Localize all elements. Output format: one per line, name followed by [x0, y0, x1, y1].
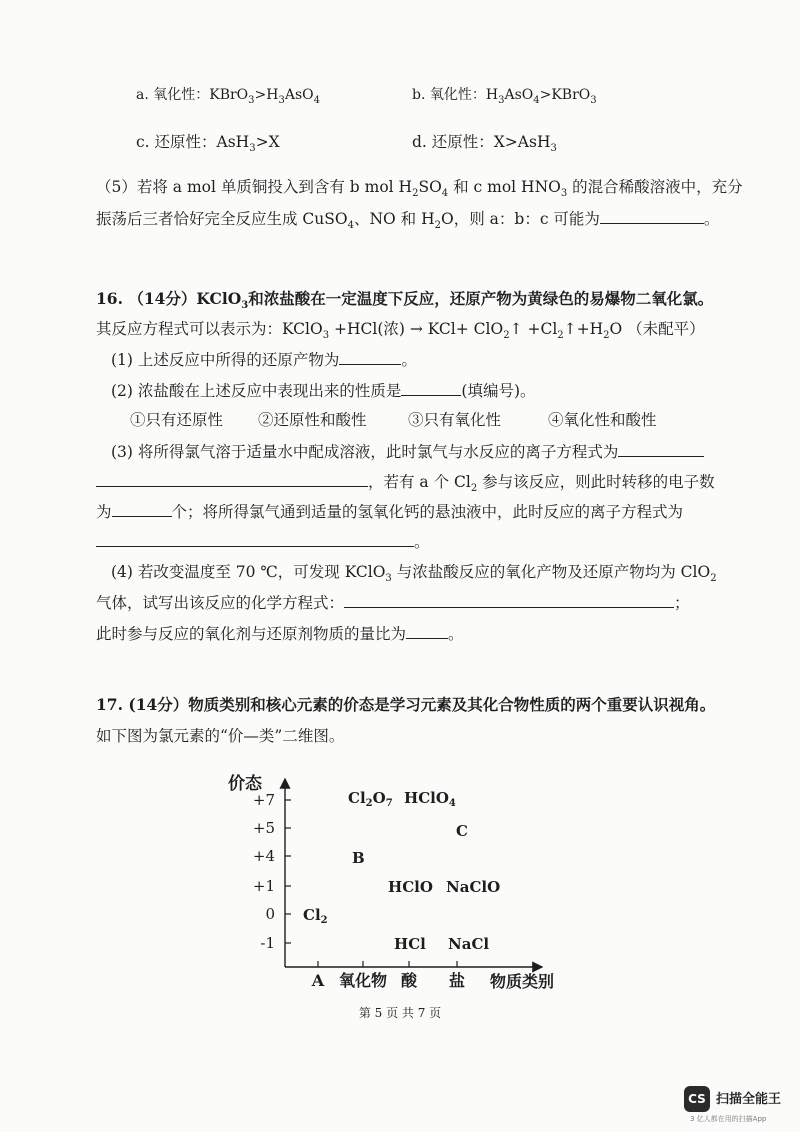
valence-class-chart — [0, 765, 800, 1025]
answer-blank[interactable] — [339, 348, 401, 365]
camscanner-logo-icon: CS — [684, 1086, 710, 1112]
q16-part4-line1: (4) 若改变温度至 70 ℃，可发现 KClO$_3$ 与浓盐酸反应的氧化产物及还原产物均为 ClO$_2$ — [111, 563, 717, 585]
choice-2: ②还原性和酸性 — [258, 411, 367, 429]
chart-point-label: C — [456, 822, 468, 840]
q16-part4-line2: 气体，试写出该反应的化学方程式： ； — [96, 591, 690, 614]
page-footer: 第 5 页 共 7 页 — [358, 1006, 442, 1020]
answer-blank[interactable] — [406, 622, 448, 639]
chart-point-label: HClO — [388, 878, 433, 896]
choice-1: ①只有还原性 — [130, 411, 224, 429]
watermark-tagline: 3 亿人都在用的扫描App — [690, 1115, 767, 1123]
answer-blank[interactable] — [96, 470, 368, 487]
q16-part3-line4: 。 — [96, 530, 430, 553]
x-tick-label: A — [311, 971, 325, 990]
y-tick-label: +5 — [252, 819, 275, 837]
q16-part1: (1) 上述反应中所得的还原产物为 。 — [111, 348, 417, 371]
answer-blank[interactable] — [96, 530, 414, 547]
choice-4: ④氧化性和酸性 — [548, 411, 657, 429]
y-tick-label: +4 — [252, 847, 275, 865]
choice-3: ③只有氧化性 — [408, 411, 502, 429]
q16-choices — [130, 409, 657, 431]
answer-blank[interactable] — [600, 207, 704, 224]
chart-point-label: Cl2O7 — [348, 789, 393, 809]
q16-part3-line3: 为 个；将所得氯气通到适量的氢氧化钙的悬浊液中，此时反应的离子方程式为 — [96, 500, 683, 523]
chart-points — [303, 789, 500, 953]
option-d: d. 还原性：X>AsH$_3$ — [412, 133, 557, 155]
y-tick-label: -1 — [260, 934, 275, 952]
q17-subheading: 如下图为氯元素的“价—类”二维图。 — [96, 727, 345, 745]
answer-blank[interactable] — [401, 379, 461, 396]
option-b: b. 氧化性：$H_3AsO_4>KBrO_3$ — [412, 87, 597, 106]
q15-part5-line2: 振荡后三者恰好完全反应生成 CuSO$_4$、NO 和 $H_2O$，则 a：b：c 可能为 。 — [96, 207, 719, 230]
q16-part2: (2) 浓盐酸在上述反应中表现出来的性质是 (填编号)。 — [111, 379, 536, 402]
x-tick-label: 酸 — [400, 971, 418, 990]
chart-point-label: HClO4 — [404, 789, 456, 809]
option-a: a. 氧化性：$KBrO_3>H_3AsO_4$ — [136, 87, 321, 106]
watermark-brand: 扫描全能王 — [716, 1092, 782, 1107]
q16-part4-line3: 此时参与反应的氧化剂与还原剂物质的量比为 。 — [96, 622, 464, 645]
q17-heading: 17. (14分）物质类别和核心元素的价态是学习元素及其化合物性质的两个重要认识视角。 — [96, 695, 716, 714]
option-c: c. 还原性：AsH$_3$>X — [136, 133, 280, 155]
y-axis-label: 价态 — [228, 774, 262, 794]
chart-point-label: NaCl — [448, 935, 490, 953]
answer-blank[interactable] — [344, 591, 674, 608]
x-axis-label: 物质类别 — [490, 972, 555, 991]
q16-part3-line1: (3) 将所得氯气溶于适量水中配成溶液，此时氯气与水反应的离子方程式为 — [111, 440, 704, 463]
q16-equation: 其反应方程式可以表示为：KClO$_3$ +HCl(浓) → KCl+ ClO$_2$↑ $+Cl_2↑+H_2O$ （未配平） — [96, 320, 705, 342]
q16-heading: 16. （14分）KClO$_3$和浓盐酸在一定温度下反应，还原产物为黄绿色的易爆物二氧化氯。 — [96, 289, 714, 312]
y-tick-label: +7 — [252, 791, 275, 809]
x-ticks — [311, 961, 465, 990]
chart-point-label: Cl2 — [303, 906, 328, 926]
y-tick-label: +1 — [252, 877, 275, 895]
answer-blank[interactable] — [618, 440, 704, 457]
chart-point-label: B — [352, 849, 365, 867]
answer-blank[interactable] — [112, 500, 172, 517]
chart-point-label: HCl — [394, 935, 426, 953]
chart-point-label: NaClO — [446, 878, 501, 896]
q16-part3-line2: ，若有 a 个 $Cl_2$ 参与该反应，则此时转移的电子数 — [96, 470, 715, 493]
x-tick-label: 氧化物 — [338, 971, 388, 990]
y-tick-label: 0 — [265, 905, 275, 923]
q15-part5-line1: （5）若将 a mol 单质铜投入到含有 b mol $H_2SO_4$ 和 c mol $HNO_3$ 的混合稀酸溶液中，充分 — [96, 178, 743, 200]
x-tick-label: 盐 — [448, 971, 466, 990]
